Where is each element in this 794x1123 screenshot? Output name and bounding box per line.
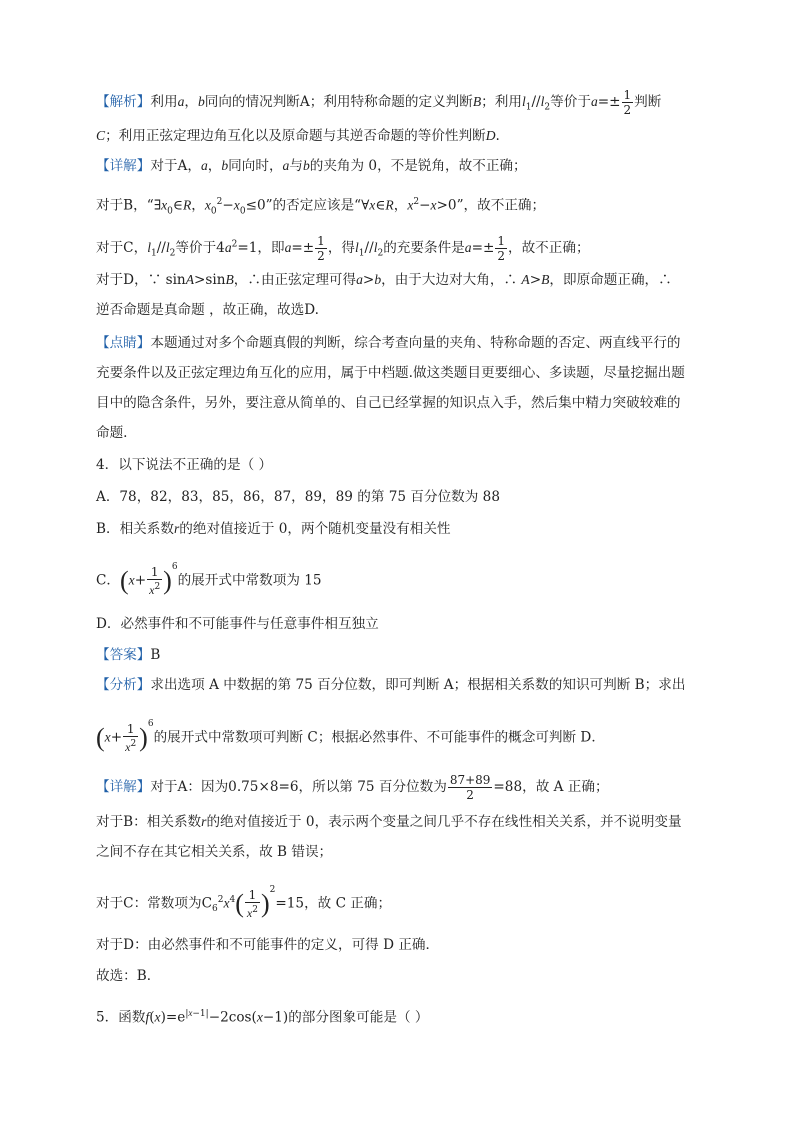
detail-line-B: 对于B，“$\exists x_0\in R$，$x_0^2-x_0\le 0$”的否定应该是“∀x∈R，$x^2-x>0$”，故不正确； [96,197,546,217]
q4-option-C: C．(x+ $\frac{1}{x^2}$ )$^6$的展开式中常数项为 15 [96,561,322,597]
comment-line-3: 目中的隐含条件，另外，要注意从简单的、自己已经掌握的知识点入手，然后集中精力突破较难的 [96,395,681,411]
q4-analysis-1: 【分析】求出选项 A 中数据的第 75 百分位数，即可判断 A；根据相关系数的知识可判断 B；求出 [96,677,686,693]
comment-line-2: 充要条件以及正弦定理边角互化的应用，属于中档题.做这类题目更要细心、多读题，尽量挖掘出题 [96,365,685,381]
detail-line-D2: 逆否命题是真命题 ，故正确，故选D. [96,302,319,318]
q4-option-A: A．78，82，83，85，86，87，89，89 的第 75 百分位数为 88 [96,489,500,505]
q4-choose: 故选：B． [96,968,161,984]
q4-detail-B2: 之间不存在其它相关关系，故 B 错误； [96,844,333,860]
detail-tag-2: 【详解】 [96,779,151,795]
comment-line-1: 【点睛】本题通过对多个命题真假的判断，综合考查向量的夹角、特称命题的否定、两直线平行的 [96,335,681,351]
detail-line-D: 对于D，∵ sinA>sinB，∴由正弦定理可得a>b，由于大边对大角，∴ A>B，即原命题正确，∴ [96,272,672,288]
comment-line-4: 命题. [96,425,128,441]
q5-title: 5．函数$f(x)=e^{|x-1|}-2\cos(x-1)$的部分图象可能是（ ） [96,1008,429,1026]
q4-title: 4．以下说法不正确的是（ ） [96,457,273,473]
q4-detail-A: 【详解】对于A：因为0.75×8=6，所以第 75 百分位数为 $\frac{87+89}{2}$ =88，故 A 正确； [96,773,609,802]
analysis-line-2: C；利用正弦定理边角互化以及原命题与其逆否命题的等价性判断D. [96,128,500,144]
q4-option-D: D．必然事件和不可能事件与任意事件相互独立 [96,616,379,632]
comment-tag: 【点睛】 [96,335,151,351]
q4-detail-C: 对于C：常数项为$C_6^2x^4$( $\frac{1}{x^2}$ )$^2$=15，故 C 正确； [96,884,392,920]
analysis-tag: 【解析】 [96,94,151,110]
q4-detail-B1: 对于B：相关系数r的绝对值接近于 0，表示两个变量之间几乎不存在线性相关关系，并不说明变量 [96,814,682,830]
q4-analysis-2: (x+ $\frac{1}{x^2}$ )$^6$的展开式中常数项可判断 C；根据必然事件、不可能事件的概念可判断 D． [96,718,605,754]
q4-detail-D: 对于D：由必然事件和不可能事件的定义，可得 D 正确． [96,937,440,953]
detail-tag: 【详解】 [96,158,151,174]
answer-tag: 【答案】 [96,647,151,663]
detail-line-A: 【详解】对于A，a，b同向时，a与b的夹角为 0，不是锐角，故不正确； [96,158,527,174]
q4-option-B: B．相关系数r的绝对值接近于 0，两个随机变量没有相关性 [96,521,451,537]
fenxi-tag: 【分析】 [96,677,151,693]
q4-answer: 【答案】B [96,647,161,663]
analysis-line-1: 【解析】利用a，b同向的情况判断A；利用特称命题的定义判断B；利用$l_1//l_2$等价于a=± $\frac{1}{2}$ 判断 [96,88,662,117]
detail-line-C: 对于C，$l_1//l_2$等价于$4a^2=1$，即a=± $\frac{1}{2}$ ，得$l_1//l_2$的充要条件是a=± $\frac{1}{2}$ ，故不正确； [96,234,590,263]
